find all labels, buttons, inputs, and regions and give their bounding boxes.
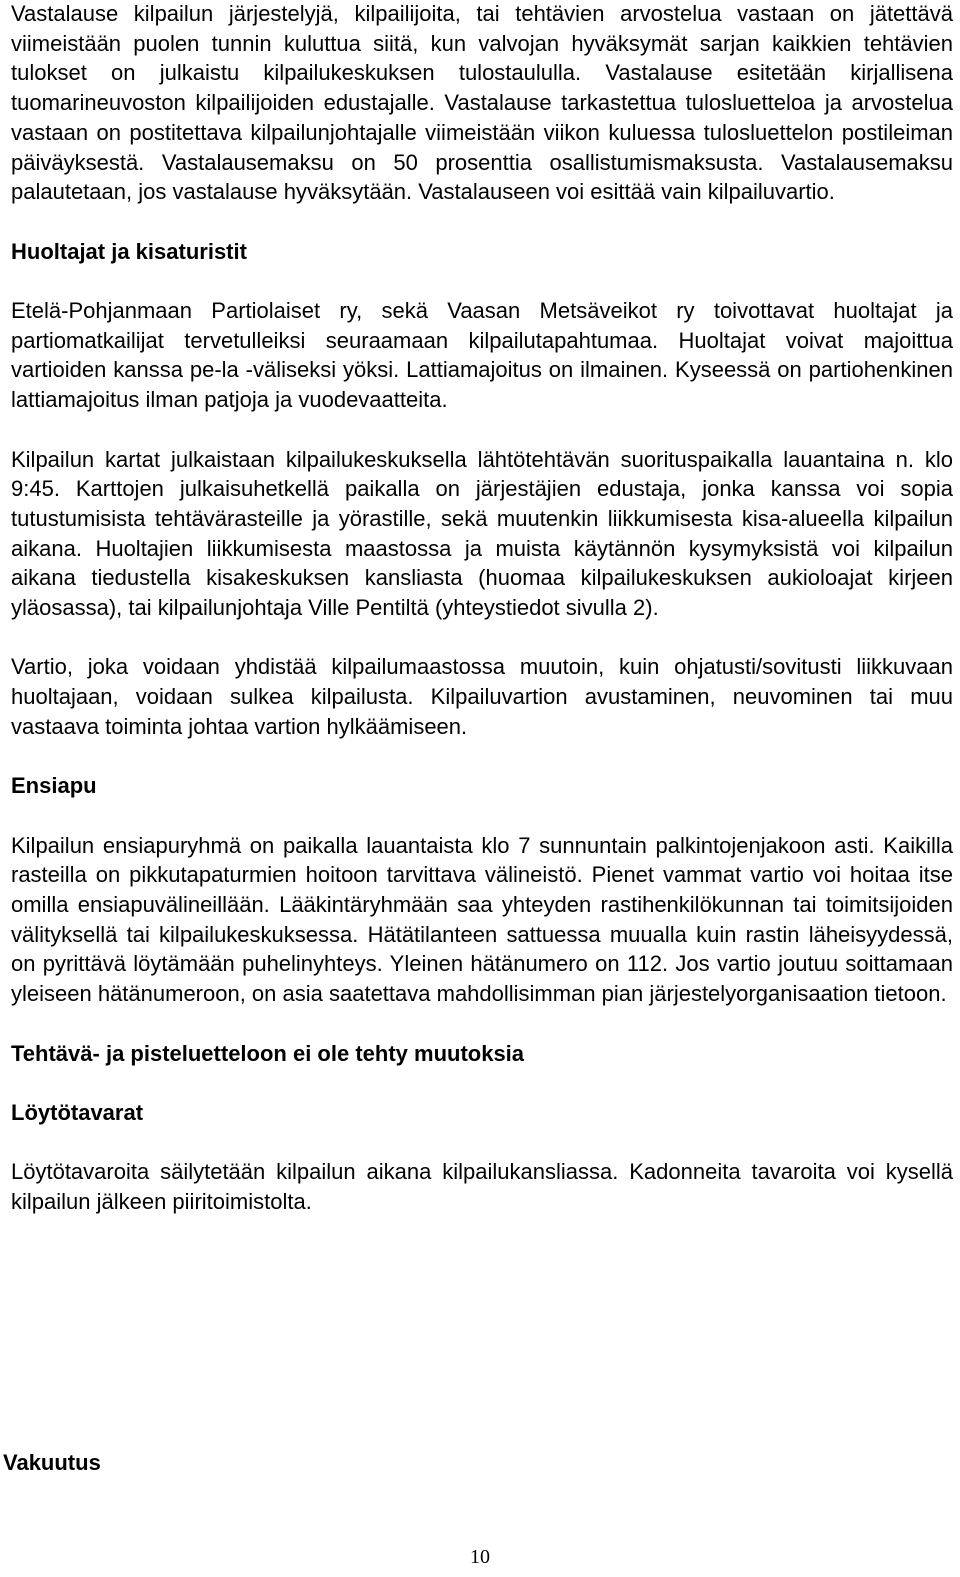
guardians-paragraph-2: Kilpailun kartat julkaistaan kilpailukeskuksella lähtötehtävän suorituspaikalla lauantaina n. klo 9:45. Karttojen julkaisuhetkellä paikalla on järjestäjien edustaja, jonka kanssa voi sopia tutustumisista tehtävärasteille ja yörastille, sekä muutenkin liikkumisesta kisa-alueella kilpailun aikana. Huoltajien liikkumisesta maastossa ja muista käytännön kysymyksistä voi kilpailun aikana tiedustella kisakeskuksen kansliasta (huomaa kilpailukeskuksen aukioloajat kirjeen yläosassa), tai kilpailunjohtaja Ville Pentiltä (yhteystiedot sivulla 2). bbox=[11, 446, 953, 621]
section-heading-first-aid: Ensiapu bbox=[11, 773, 97, 799]
lost-found-paragraph: Löytötavaroita säilytetään kilpailun aikana kilpailukansliassa. Kadonneita tavaroita voi kysellä kilpailun jälkeen piiritoimistolta. bbox=[11, 1159, 953, 1214]
page-number: 10 bbox=[470, 1546, 490, 1568]
section-heading-guardians: Huoltajat ja kisaturistit bbox=[11, 238, 247, 264]
protest-paragraph: Vastalause kilpailun järjestelyjä, kilpailijoita, tai tehtävien arvostelua vastaan on jätettävä viimeistään puolen tunnin kuluttua siitä, kun valvojan hyväksymät sarjan kaikkien tehtävien tulokset on julkaistu kilpailukeskuksen tulostaululla. Vastalause esitetään kirjallisena tuomarineuvoston kilpailijoiden edustajalle. Vastalause tarkastettua tulosluetteloa ja arvostelua vastaan on postitettava kilpailunjohtajalle viimeistään viikon kuluessa tulosluettelon postileiman päiväyksestä. Vastalausemaksu on 50 prosenttia osallistumismaksusta. Vastalausemaksu palautetaan, jos vastalause hyväksytään. Vastalauseen voi esittää vain kilpailuvartio. bbox=[11, 1, 953, 205]
section-heading-lost-found: Löytötavarat bbox=[11, 1099, 144, 1125]
guardians-paragraph-1: Etelä-Pohjanmaan Partiolaiset ry, sekä Vaasan Metsäveikot ry toivottavat huoltajat ja partiomatkailijat tervetulleiksi seuraamaan kilpailutapahtumaa. Huoltajat voivat majoittua vartioiden kanssa pe-la -väliseksi yöksi. Lattiamajoitus on ilmainen. Kyseessä on partiohenkinen lattiamajoitus ilman patjoja ja vuodevaatteita. bbox=[11, 298, 953, 413]
section-heading-task-list: Tehtävä- ja pisteluetteloon ei ole tehty muutoksia bbox=[11, 1040, 525, 1066]
section-heading-insurance: Vakuutus bbox=[3, 1450, 101, 1475]
document-page bbox=[11, 0, 953, 1217]
first-aid-paragraph: Kilpailun ensiapuryhmä on paikalla lauantaista klo 7 sunnuntain palkintojenjakoon asti. Kaikilla rasteilla on pikkutapaturmien hoitoon tarvittava välineistö. Pienet vammat vartio voi hoitaa itse omilla ensiapuvälineillään. Lääkintäryhmään saa yhteyden rastihenkilökunnan tai toimitsijoiden välityksellä tai kilpailukeskuksessa. Hätätilanteen sattuessa muualla kuin rastin läheisyydessä, on pyrittävä löytämään puhelinyhteys. Yleinen hätänumero on 112. Jos vartio joutuu soittamaan yleiseen hätänumeroon, on asia saatettava mahdollisimman pian järjestelyorganisaation tietoon. bbox=[11, 832, 953, 1007]
guardians-paragraph-3: Vartio, joka voidaan yhdistää kilpailumaastossa muutoin, kuin ohjatusti/sovitusti liikkuvaan huoltajaan, voidaan sulkea kilpailusta. Kilpailuvartion avustaminen, neuvominen tai muu vastaava toiminta johtaa vartion hylkäämiseen. bbox=[11, 654, 953, 739]
